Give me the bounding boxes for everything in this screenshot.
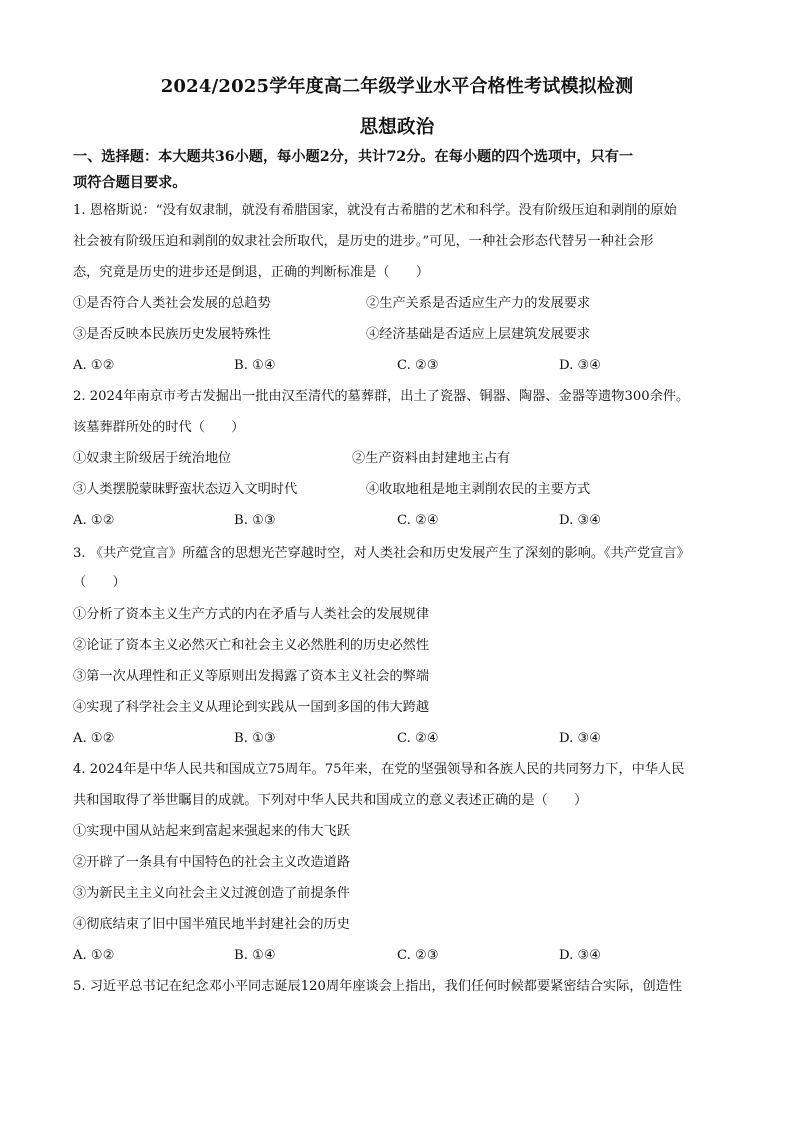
subject-title: 思想政治 [359,117,435,138]
question-4-item-3: ③为新民主主义向社会主义过渡创造了前提条件 [73,886,350,901]
question-2-choice-c: C. ②④ [397,513,439,528]
exam-title: 2024/2025学年度高二年级学业水平合格性考试模拟检测 [160,76,634,97]
question-2-item-1: ①奴隶主阶级居于统治地位 [73,451,232,466]
question-3-choice-a: A. ①② [73,731,115,746]
section-heading [73,144,733,196]
question-3-item-4: ④实现了科学社会主义从理论到实践从一国到多国的伟大跨越 [73,700,430,715]
question-4-line-1: 4. 2024年是中华人民共和国成立75周年。75年来，在党的坚强领导和各族人民的共同努力下，中华人民 [73,762,685,777]
question-2-line-1: 2. 2024年南京市考古发掘出一批由汉至清代的墓葬群，出土了瓷器、铜器、陶器、金器等遗物300余件。 [73,389,690,404]
section-heading-line-2: 项符合题目要求。 [73,175,187,191]
question-1-item-3: ③是否反映本民族历史发展特殊性 [73,327,271,342]
question-4-choice-c: C. ②③ [397,948,439,963]
question-4-choice-b: B. ①④ [234,948,276,963]
question-4-item-2: ②开辟了一条具有中国特色的社会主义改造道路 [73,855,350,870]
question-1-line-3: 态，究竟是历史的进步还是倒退，正确的判断标准是（ ） [73,265,430,280]
question-1-line-2: 社会被有阶级压迫和剥削的奴隶社会所取代，是历史的进步。”可见，一种社会形态代替另一种社会形 [73,234,654,249]
section-heading-line-1: 一、选择题：本大题共36小题，每小题2分，共计72分。在每小题的四个选项中，只有一 [73,149,634,165]
question-2-item-3: ③人类摆脱蒙昧野蛮状态迈入文明时代 [73,482,298,497]
question-3-item-2: ②论证了资本主义必然灭亡和社会主义必然胜利的历史必然性 [73,638,430,653]
question-4-item-1: ①实现中国从站起来到富起来强起来的伟大飞跃 [73,824,350,839]
question-4-item-4: ④彻底结束了旧中国半殖民地半封建社会的历史 [73,917,350,932]
question-4-choice-d: D. ③④ [559,948,602,963]
question-1-choice-d: D. ③④ [559,358,602,373]
question-1-item-2: ②生产关系是否适应生产力的发展要求 [366,296,591,311]
question-1-line-1: 1. 恩格斯说：“没有奴隶制，就没有希腊国家，就没有古希腊的艺术和科学。没有阶级压迫和剥削的原始 [73,203,677,218]
question-1-item-1: ①是否符合人类社会发展的总趋势 [73,296,271,311]
question-2-item-4: ④收取地租是地主剥削农民的主要方式 [366,482,591,497]
question-5-line-1: 5. 习近平总书记在纪念邓小平同志诞辰120周年座谈会上指出，我们任何时候都要紧密结合实际，创造性 [73,979,683,994]
question-4-line-2: 共和国取得了举世瞩目的成就。下列对中华人民共和国成立的意义表述正确的是（ ） [73,793,588,808]
question-2-choice-d: D. ③④ [559,513,602,528]
question-2-choice-b: B. ①③ [234,513,276,528]
question-1-choice-c: C. ②③ [397,358,439,373]
question-1-choice-a: A. ①② [73,358,115,373]
question-3-line-2: （ ） [73,575,126,590]
question-3-line-1: 3. 《共产党宣言》所蕴含的思想光芒穿越时空，对人类社会和历史发展产生了深刻的影响。《共产党宣言》 [73,546,690,561]
question-2-line-2: 该墓葬群所处的时代（ ） [73,420,245,435]
question-3-item-1: ①分析了资本主义生产方式的内在矛盾与人类社会的发展规律 [73,607,430,622]
question-1-item-4: ④经济基础是否适应上层建筑发展要求 [366,327,591,342]
question-4-choice-a: A. ①② [73,948,115,963]
question-3-choice-b: B. ①③ [234,731,276,746]
question-3-choice-c: C. ②④ [397,731,439,746]
question-1-choice-b: B. ①④ [234,358,276,373]
question-2-choice-a: A. ①② [73,513,115,528]
question-3-choice-d: D. ③④ [559,731,602,746]
question-3-item-3: ③第一次从理性和正义等原则出发揭露了资本主义社会的弊端 [73,669,430,684]
question-2-item-2: ②生产资料由封建地主占有 [352,451,511,466]
